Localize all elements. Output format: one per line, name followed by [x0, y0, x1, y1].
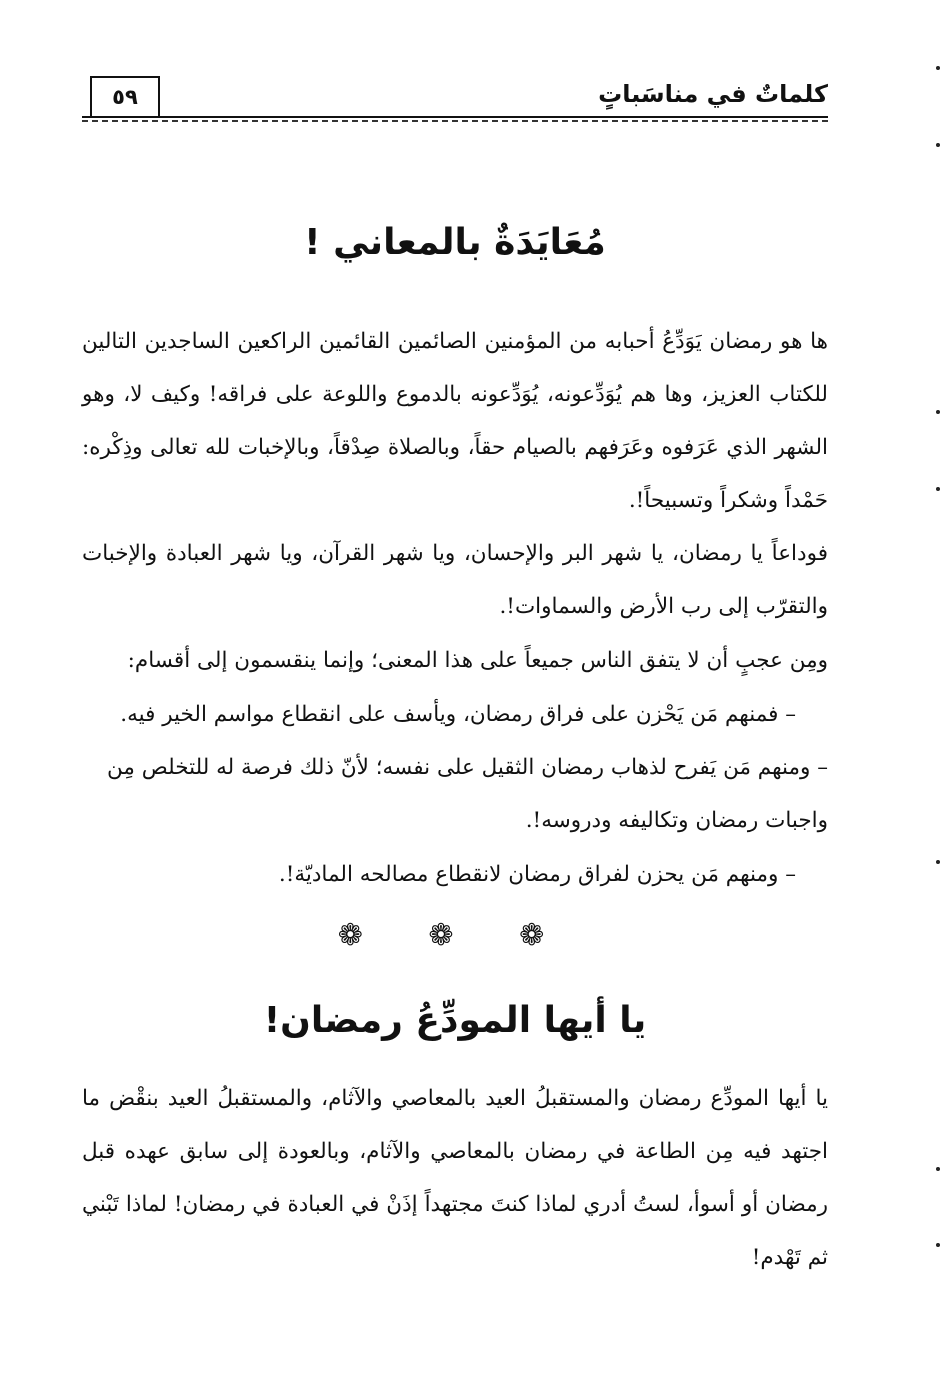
list-item: – فمنهم مَن يَحْزن على فراق رمضان، ويأسف على انقطاع مواسم الخير فيه. — [120, 702, 796, 727]
header-rule — [82, 116, 828, 118]
intro-line: ومِن عجبٍ أن لا يتفق الناس جميعاً على هذا المعنى؛ وإنما ينقسمون إلى أقسام: — [127, 648, 828, 673]
margin-dot — [936, 66, 940, 70]
header-rule-dashed — [82, 120, 828, 122]
margin-dot — [936, 1243, 940, 1247]
paragraph-2: فوداعاً يا رمضان، يا شهر البر والإحسان، ويا شهر القرآن، ويا شهر العبادة والإخبات والتقرّب إلى رب الأرض والسماوات!. — [82, 541, 828, 619]
margin-dot — [936, 143, 940, 147]
margin-dot — [936, 410, 940, 414]
margin-dot — [936, 1167, 940, 1171]
section-title-2: يا أيها المودِّعُ رمضان! — [263, 1000, 647, 1041]
page-header — [82, 76, 828, 122]
section-separator: ❁ ❁ ❁ — [337, 918, 573, 953]
margin-dot — [936, 487, 940, 491]
list-item: – ومنهم مَن يَفرح لذهاب رمضان الثقيل على نفسه؛ لأنّ ذلك فرصة له للتخلص مِن واجبات رمضان وتكاليفه ودروسه!. — [107, 755, 828, 833]
page-number: ٥٩ — [90, 76, 160, 116]
paragraph-3: يا أيها المودِّع رمضان والمستقبلُ العيد بالمعاصي والآثام، والمستقبلُ العيد بنقْض ما اجتهد فيه مِن الطاعة في رمضان بالمعاصي والآثام، وبالعودة إلى سابق عهده قبل رمضان أو أسوأ، لستُ أدري لماذا كنتَ مجتهداً إذَنْ في العبادة في رمضان! لماذا تَبْني ثم تَهْدم! — [82, 1086, 828, 1270]
margin-dot — [936, 860, 940, 864]
paragraph-1: ها هو رمضان يَوَدِّعُ أحبابه من المؤمنين الصائمين القائمين الراكعين الساجدين التالين للكتاب العزيز، وها هم يُوَدِّعونه، يُوَدِّعونه بالدموع واللوعة على فراقه! وكيف لا، وهو الشهر الذي عَرَفوه وعَرَفهم بالصيام حقاً، وبالصلاة صِدْقاً، وبالإخبات لله تعالى وذِكْره: حَمْداً وشكراً وتسبيحاً!. — [82, 329, 828, 513]
list-item: – ومنهم مَن يحزن لفراق رمضان لانقطاع مصالحه الماديّة!. — [278, 862, 796, 887]
section-title-1: مُعَايَدَةٌ بالمعاني ! — [304, 222, 606, 263]
running-title: كلماتٌ في مناسَباتٍ — [598, 80, 828, 108]
